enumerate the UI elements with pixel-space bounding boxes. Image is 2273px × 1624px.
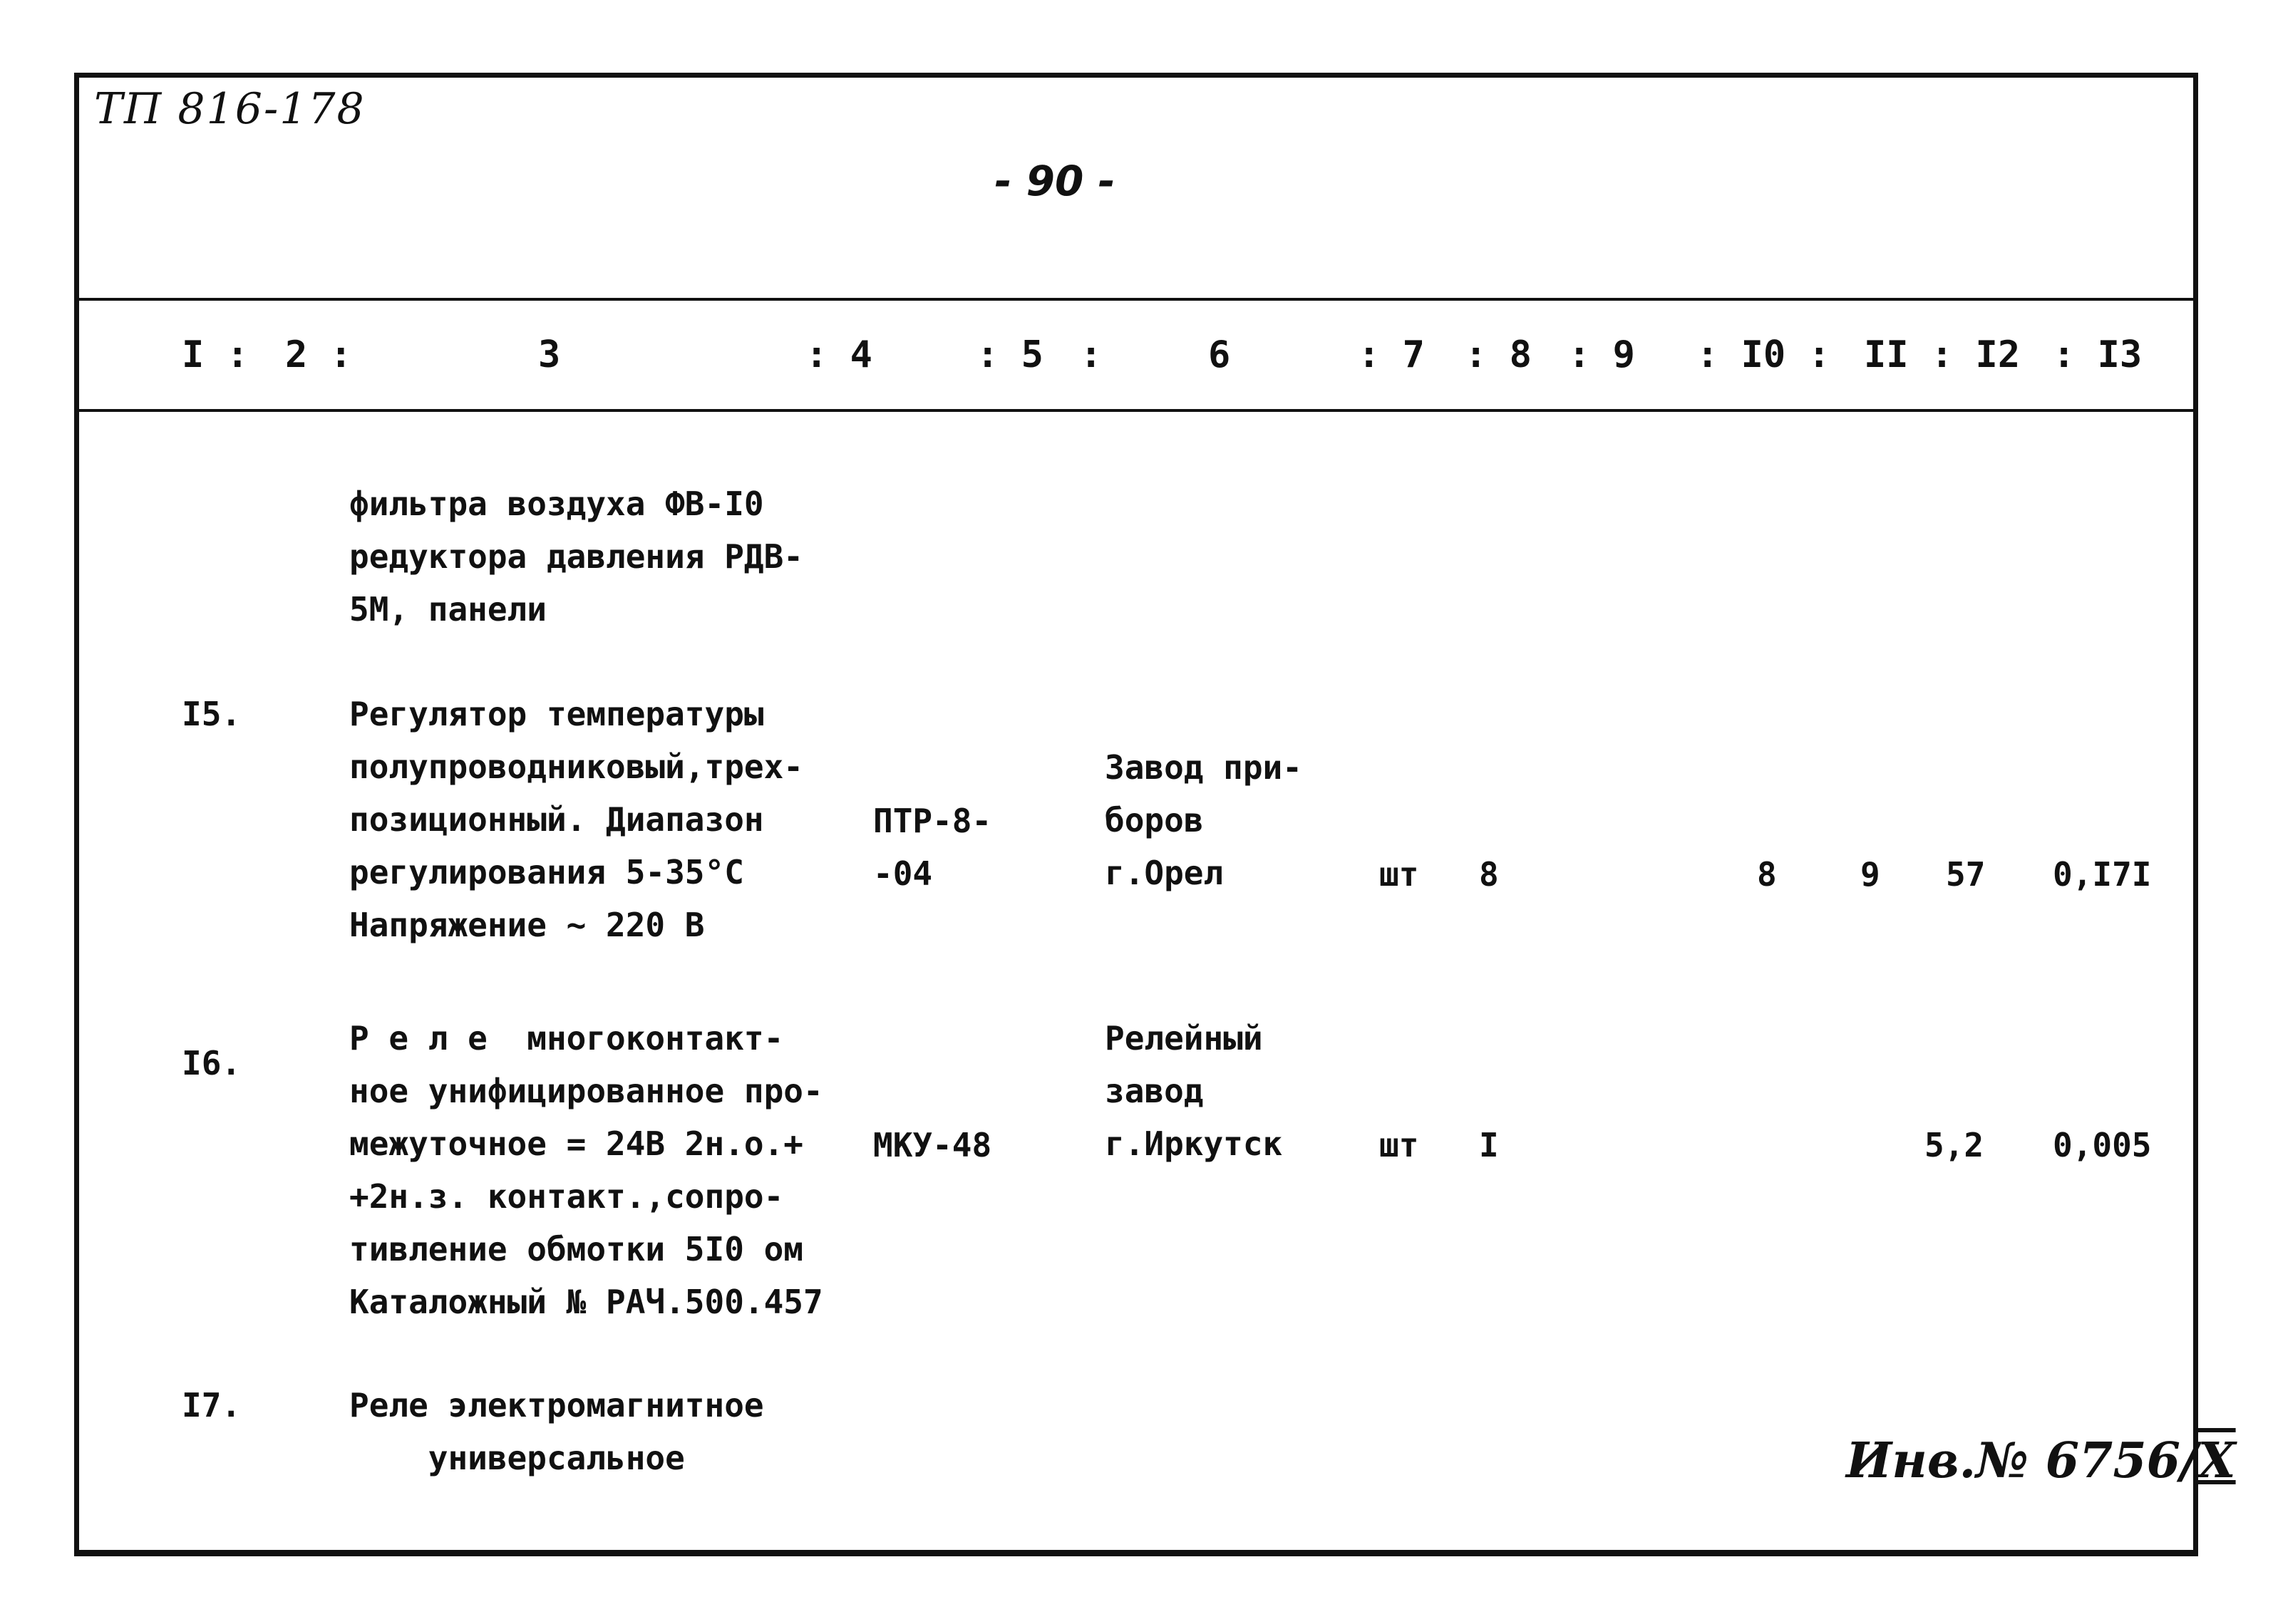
column-header-13: : I3 — [2053, 333, 2143, 376]
table-header-top-rule — [79, 298, 2193, 301]
inventory-suffix: X — [2197, 1432, 2236, 1489]
row-manufacturer: Релейный завод г.Иркутск — [1105, 1019, 1283, 1163]
column-header-10: : I0 : — [1696, 333, 1830, 376]
row-qty: I — [1479, 1126, 1499, 1164]
column-header-7: : 7 — [1358, 333, 1425, 376]
row-type: ПТР-8- -04 — [873, 802, 992, 893]
row-qty: 8 — [1479, 855, 1499, 894]
row-number: I5. — [182, 695, 242, 733]
row-unit: шт — [1379, 855, 1419, 894]
row-number: I7. — [182, 1386, 242, 1424]
column-header-1: I : — [182, 333, 249, 376]
row-col12: 57 — [1946, 855, 1986, 894]
column-header-9: : 9 — [1568, 333, 1635, 376]
row-manufacturer: Завод при- боров г.Орел — [1105, 748, 1302, 892]
inventory-number — [1846, 1432, 2236, 1489]
row-description: фильтра воздуха ФВ-I0 редуктора давления РДВ- 5М, панели — [349, 485, 803, 629]
table-header-bottom-rule — [79, 409, 2193, 412]
column-header-4: : 4 — [805, 333, 872, 376]
row-type: МКУ-48 — [873, 1126, 992, 1164]
column-header-5: : 5 — [976, 333, 1043, 376]
column-header-8: : 8 — [1465, 333, 1532, 376]
row-col13: 0,I7I — [2053, 855, 2152, 894]
row-description: Р е л е многоконтакт- ное унифицированное про- межуточное = 24В 2н.о.+ +2н.з. контакт.,сопро- тивление обмотки 5I0 ом Каталожный № РАЧ.500.457 — [349, 1019, 823, 1321]
column-header-2: 2 : — [285, 333, 352, 376]
row-col10: 8 — [1757, 855, 1777, 894]
row-description: Регулятор температуры полупроводниковый,трех- позиционный. Диапазон регулирования 5-35°С Напряжение ~ 220 В — [349, 695, 803, 944]
column-header-3: 3 — [538, 333, 561, 376]
column-header-11-12: II : I2 — [1864, 333, 2021, 376]
row-description: Реле электромагнитное универсальное — [349, 1386, 764, 1477]
column-header-6: 6 — [1208, 333, 1231, 376]
document-code: ТП 816-178 — [94, 84, 366, 134]
page-number: - 90 - — [994, 157, 1115, 205]
row-col11: 9 — [1860, 855, 1880, 894]
column-header-sep: : — [1080, 333, 1103, 376]
inventory-prefix: Инв.№ 6756/ — [1846, 1432, 2198, 1489]
row-unit: шт — [1379, 1126, 1419, 1164]
row-col12: 5,2 — [1924, 1126, 1984, 1164]
row-number: I6. — [182, 1044, 242, 1082]
row-col13: 0,005 — [2053, 1126, 2152, 1164]
